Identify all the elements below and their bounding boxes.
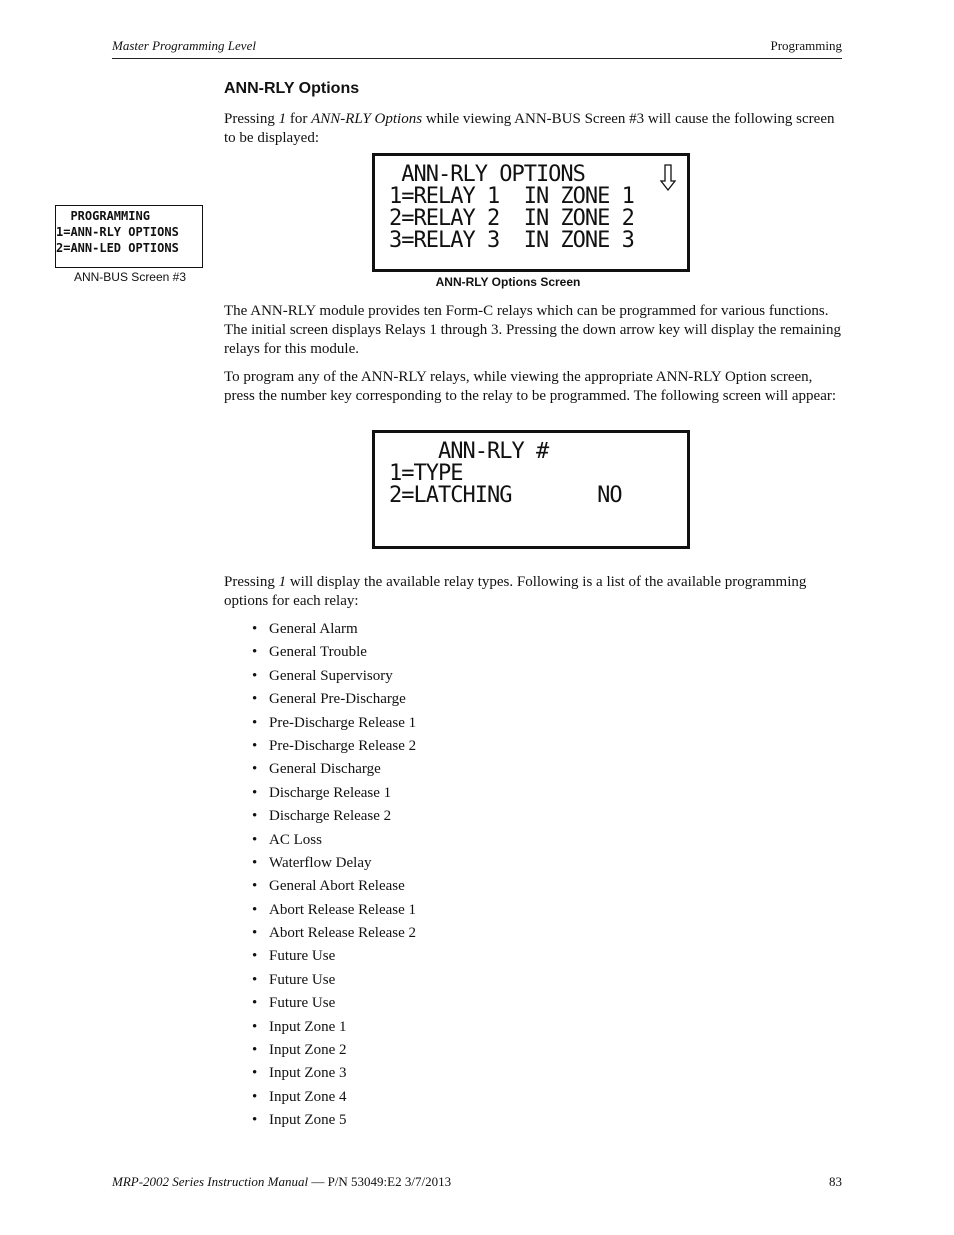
bullet-icon: • — [252, 1042, 258, 1059]
ann-rly-relay-screen — [372, 430, 690, 549]
list-item-label: Input Zone 1 — [269, 1018, 347, 1035]
list-item — [252, 688, 416, 711]
bullet-icon: • — [252, 1088, 258, 1105]
list-item — [252, 992, 416, 1015]
list-item — [252, 899, 416, 922]
list-item — [252, 712, 416, 735]
footer-part-number: — P/N 53049:E2 3/7/2013 — [308, 1174, 452, 1189]
list-item-label: Abort Release Release 2 — [269, 925, 417, 942]
list-item-label: Future Use — [269, 948, 336, 965]
bullet-icon: • — [252, 1112, 258, 1129]
relay-module-paragraph: The ANN-RLY module provides ten Form-C relays which can be programmed for various functions. The initial screen displays Relays 1 through 3. Pressing the down arrow key will display the remaining relays for this module. — [224, 303, 841, 357]
list-item — [252, 969, 416, 992]
list-item — [252, 852, 416, 875]
bullet-icon: • — [252, 644, 258, 661]
list-item — [252, 735, 416, 758]
relay-screen-line — [389, 507, 687, 529]
bullet-icon: • — [252, 761, 258, 778]
list-item-label: Input Zone 2 — [269, 1042, 347, 1059]
relay-type-list — [252, 618, 416, 1133]
header-chapter-name: Programming — [770, 38, 842, 53]
header-rule — [112, 58, 842, 59]
list-item-label: General Abort Release — [269, 878, 405, 895]
bullet-icon: • — [252, 714, 258, 731]
options-screen-line: 2=RELAY 2 IN ZONE 2 — [389, 206, 634, 231]
bullet-icon: • — [252, 901, 258, 918]
intro-mid: for — [286, 111, 312, 127]
para4-key: 1 — [278, 574, 287, 590]
intro-paragraph — [224, 110, 842, 148]
program-relay-paragraph: To program any of the ANN-RLY relays, while viewing the appropriate ANN-RLY Option screen, press the number key corresponding to the relay to be programmed. The following screen will appear: — [224, 369, 837, 404]
relay-screen-line: 2=LATCHING NO — [389, 483, 622, 508]
para4-post: will display the available relay types. Following is a list of the available programming options for each relay: — [224, 574, 807, 609]
footer-manual-title: MRP-2002 Series Instruction Manual — [112, 1174, 309, 1189]
relay-screen-line: 1=TYPE — [389, 461, 463, 486]
intro-pre: Pressing — [224, 111, 279, 127]
list-item — [252, 1086, 416, 1109]
small-screen-line: 2=ANN-LED OPTIONS — [56, 241, 179, 255]
list-item-label: Discharge Release 1 — [269, 784, 392, 801]
list-item-label: AC Loss — [269, 831, 322, 848]
bullet-icon: • — [252, 737, 258, 754]
bullet-icon: • — [252, 691, 258, 708]
list-item-label: General Supervisory — [269, 667, 393, 684]
small-screen-line: 1=ANN-RLY OPTIONS — [56, 225, 179, 239]
small-screen-caption: ANN-BUS Screen #3 — [73, 270, 187, 284]
bullet-icon: • — [252, 878, 258, 895]
intro-key: 1 — [278, 111, 287, 127]
bullet-icon: • — [252, 1065, 258, 1082]
bullet-icon: • — [252, 1018, 258, 1035]
down-arrow-icon — [659, 164, 677, 192]
bullet-icon: • — [252, 925, 258, 942]
list-item-label: Future Use — [269, 971, 336, 988]
relay-screen-line: ANN-RLY # — [389, 439, 549, 464]
list-item — [252, 875, 416, 898]
header-section-name: Master Programming Level — [112, 38, 256, 53]
bullet-icon: • — [252, 948, 258, 965]
bullet-icon: • — [252, 784, 258, 801]
options-screen-caption: ANN-RLY Options Screen — [435, 275, 581, 289]
list-item-label: General Discharge — [269, 761, 381, 778]
list-item-label: Pre-Discharge Release 1 — [269, 714, 417, 731]
list-item-label: General Trouble — [269, 644, 367, 661]
intro-post: while viewing ANN-BUS Screen #3 will cause the following screen to be displayed: — [224, 111, 835, 146]
bullet-icon: • — [252, 995, 258, 1012]
list-item-label: Waterflow Delay — [269, 854, 372, 871]
list-item-label: General Pre-Discharge — [269, 691, 406, 708]
bullet-icon: • — [252, 971, 258, 988]
list-item — [252, 922, 416, 945]
small-screen-line: PROGRAMMING — [56, 209, 150, 223]
list-item — [252, 1039, 416, 1062]
bullet-icon: • — [252, 621, 258, 637]
list-item-label: Abort Release Release 1 — [269, 901, 417, 918]
page-number: 83 — [829, 1174, 842, 1189]
list-item-label: Input Zone 5 — [269, 1112, 347, 1129]
options-screen-line: ANN-RLY OPTIONS — [389, 162, 585, 187]
list-item-label: Input Zone 4 — [269, 1088, 347, 1105]
list-item — [252, 782, 416, 805]
options-screen-line: 1=RELAY 1 IN ZONE 1 — [389, 184, 634, 209]
list-item — [252, 829, 416, 852]
list-item-label: Input Zone 3 — [269, 1065, 347, 1082]
list-item — [252, 1062, 416, 1085]
list-item — [252, 641, 416, 664]
intro-option: ANN-RLY Options — [311, 111, 423, 127]
list-item-label: Discharge Release 2 — [269, 808, 392, 825]
list-item-label: General Alarm — [269, 621, 358, 637]
list-item — [252, 618, 416, 641]
list-item — [252, 1109, 416, 1132]
ann-bus-screen-3 — [55, 205, 203, 268]
list-item — [252, 665, 416, 688]
para4-pre: Pressing — [224, 574, 279, 590]
ann-rly-options-screen — [372, 153, 690, 272]
bullet-icon: • — [252, 831, 258, 848]
options-screen-line: 3=RELAY 3 IN ZONE 3 — [389, 228, 634, 253]
bullet-icon: • — [252, 667, 258, 684]
list-item — [252, 945, 416, 968]
section-title: ANN-RLY Options — [224, 80, 360, 97]
list-item — [252, 1016, 416, 1039]
list-item-label: Future Use — [269, 995, 336, 1012]
list-item — [252, 805, 416, 828]
bullet-icon: • — [252, 854, 258, 871]
relay-types-paragraph — [224, 573, 842, 611]
list-item-label: Pre-Discharge Release 2 — [269, 737, 417, 754]
bullet-icon: • — [252, 808, 258, 825]
list-item — [252, 758, 416, 781]
footer-manual — [112, 1174, 451, 1190]
